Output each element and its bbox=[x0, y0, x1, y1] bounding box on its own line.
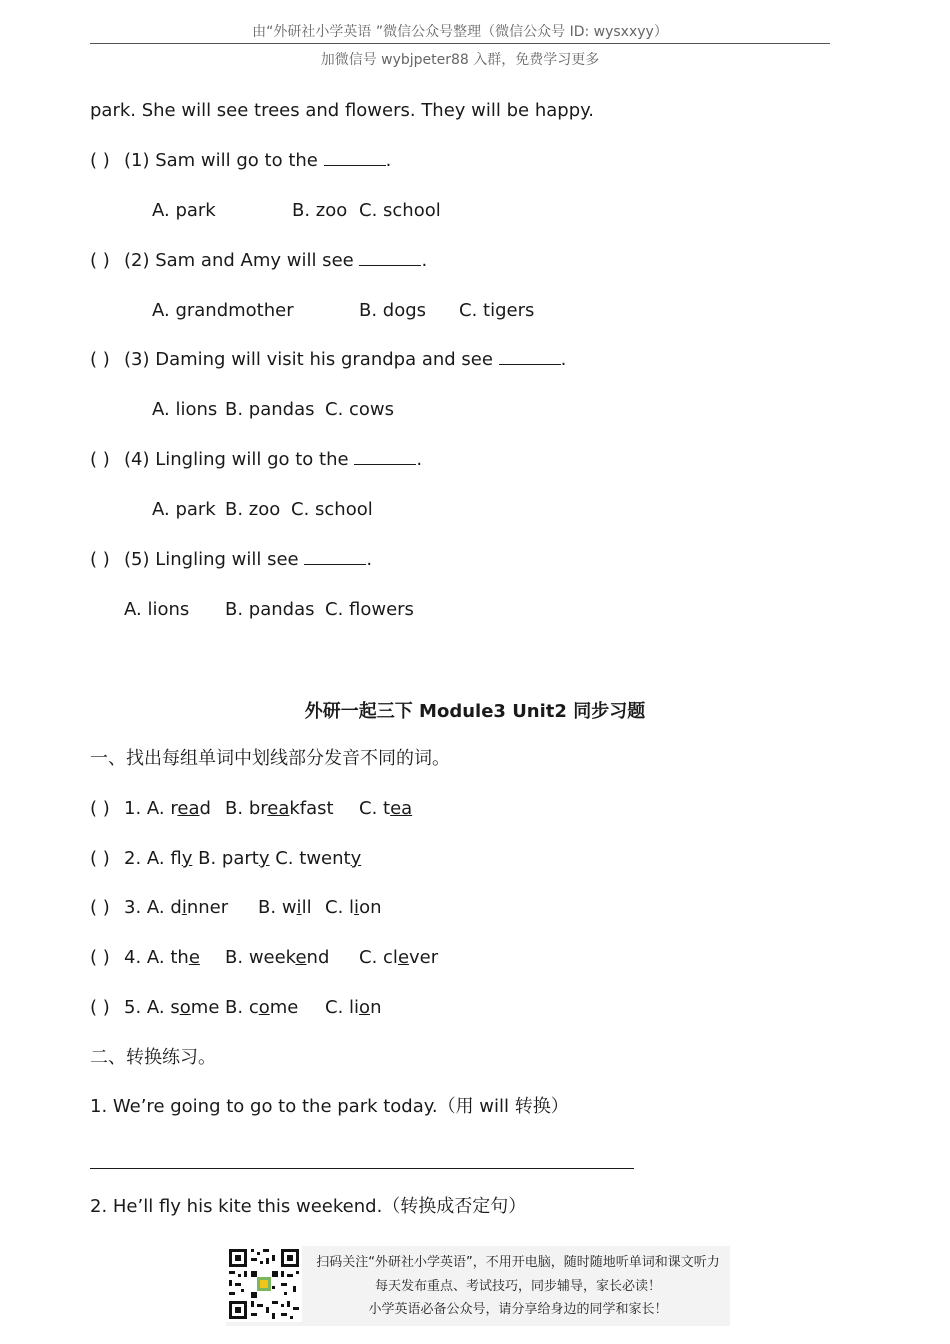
phonics-item-1-b: B. breakfast bbox=[225, 798, 334, 819]
phonics-item-3-c: C. lion bbox=[325, 897, 382, 918]
qr-code-icon bbox=[226, 1246, 302, 1322]
reading-question-1: ( ) (1) Sam will go to the . bbox=[90, 150, 392, 171]
fill-blank bbox=[304, 548, 366, 565]
answer-paren[interactable]: ( ) bbox=[90, 250, 110, 271]
footer-line-3: 小学英语必备公众号，请分享给身边的同学和家长！ bbox=[368, 1302, 668, 1317]
phonics-item-1: ( ) 1. A. read bbox=[90, 798, 211, 819]
fill-blank bbox=[354, 448, 416, 465]
phonics-item-5: ( ) 5. A. some bbox=[90, 997, 220, 1018]
header-source-line: 由“外研社小学英语 ”微信公众号整理（微信公众号 ID: wysxxyy） bbox=[252, 24, 668, 40]
footer-line-1: 扫码关注“外研社小学英语”，不用开电脑，随时随地听单词和课文听力 bbox=[316, 1255, 720, 1270]
q4-option-c: C. school bbox=[291, 499, 373, 520]
q1-option-b: B. zoo bbox=[292, 200, 348, 221]
phonics-item-4-b: B. weekend bbox=[225, 947, 330, 968]
q1-option-c: C. school bbox=[359, 200, 441, 221]
q1-option-a: A. park bbox=[152, 200, 216, 221]
footer-line-2: 每天发布重点、考试技巧，同步辅导，家长必读！ bbox=[374, 1279, 661, 1294]
phonics-item-5-c: C. lion bbox=[325, 997, 382, 1018]
part2-question-2: 2. He’ll fly his kite this weekend.（转换成否定句） bbox=[90, 1196, 527, 1217]
phonics-item-4-c: C. clever bbox=[359, 947, 439, 968]
phonics-item-1-c: C. tea bbox=[359, 798, 413, 819]
footer-banner bbox=[226, 1246, 730, 1326]
section-title: 外研一起三下 Module3 Unit2 同步习题 bbox=[304, 701, 646, 722]
q3-option-b: B. pandas bbox=[225, 399, 315, 420]
q3-option-a: A. lions bbox=[152, 399, 218, 420]
answer-paren[interactable]: ( ) bbox=[90, 150, 110, 171]
fill-blank bbox=[499, 348, 561, 365]
fill-blank bbox=[359, 249, 421, 266]
part2-question-1: 1. We’re going to go to the park today.（用 will 转换） bbox=[90, 1096, 569, 1117]
fill-blank bbox=[324, 149, 386, 166]
q2-option-b: B. dogs bbox=[359, 300, 427, 321]
answer-paren[interactable]: ( ) bbox=[90, 549, 110, 570]
q4-option-b: B. zoo bbox=[225, 499, 281, 520]
answer-paren[interactable]: ( ) bbox=[90, 897, 110, 918]
passage-tail: park. She will see trees and flowers. They will be happy. bbox=[90, 100, 594, 121]
q4-option-a: A. park bbox=[152, 499, 216, 520]
answer-paren[interactable]: ( ) bbox=[90, 947, 110, 968]
answer-paren[interactable]: ( ) bbox=[90, 997, 110, 1018]
answer-paren[interactable]: ( ) bbox=[90, 449, 110, 470]
reading-question-2: ( ) (2) Sam and Amy will see . bbox=[90, 250, 428, 271]
header-divider bbox=[90, 43, 830, 44]
reading-question-4: ( ) (4) Lingling will go to the . bbox=[90, 449, 423, 470]
q2-option-c: C. tigers bbox=[459, 300, 535, 321]
q2-option-a: A. grandmother bbox=[152, 300, 294, 321]
phonics-item-5-b: B. come bbox=[225, 997, 299, 1018]
answer-paren[interactable]: ( ) bbox=[90, 349, 110, 370]
header-wechat-line: 加微信号 wybjpeter88 入群，免费学习更多 bbox=[320, 52, 600, 68]
phonics-item-3-b: B. will bbox=[258, 897, 312, 918]
reading-question-3: ( ) (3) Daming will visit his grandpa and see . bbox=[90, 349, 567, 370]
phonics-item-4: ( ) 4. A. the bbox=[90, 947, 200, 968]
q5-option-b: B. pandas bbox=[225, 599, 315, 620]
answer-line[interactable] bbox=[90, 1168, 634, 1169]
q5-option-a: A. lions bbox=[124, 599, 190, 620]
part1-heading: 一、找出每组单词中划线部分发音不同的词。 bbox=[90, 748, 450, 769]
reading-question-5: ( ) (5) Lingling will see . bbox=[90, 549, 373, 570]
phonics-item-3: ( ) 3. A. dinner bbox=[90, 897, 229, 918]
answer-paren[interactable]: ( ) bbox=[90, 798, 110, 819]
part2-heading: 二、转换练习。 bbox=[90, 1047, 216, 1068]
q5-option-c: C. flowers bbox=[325, 599, 414, 620]
phonics-item-2: ( ) 2. A. fly B. party C. twenty bbox=[90, 848, 362, 869]
answer-paren[interactable]: ( ) bbox=[90, 848, 110, 869]
q3-option-c: C. cows bbox=[325, 399, 395, 420]
